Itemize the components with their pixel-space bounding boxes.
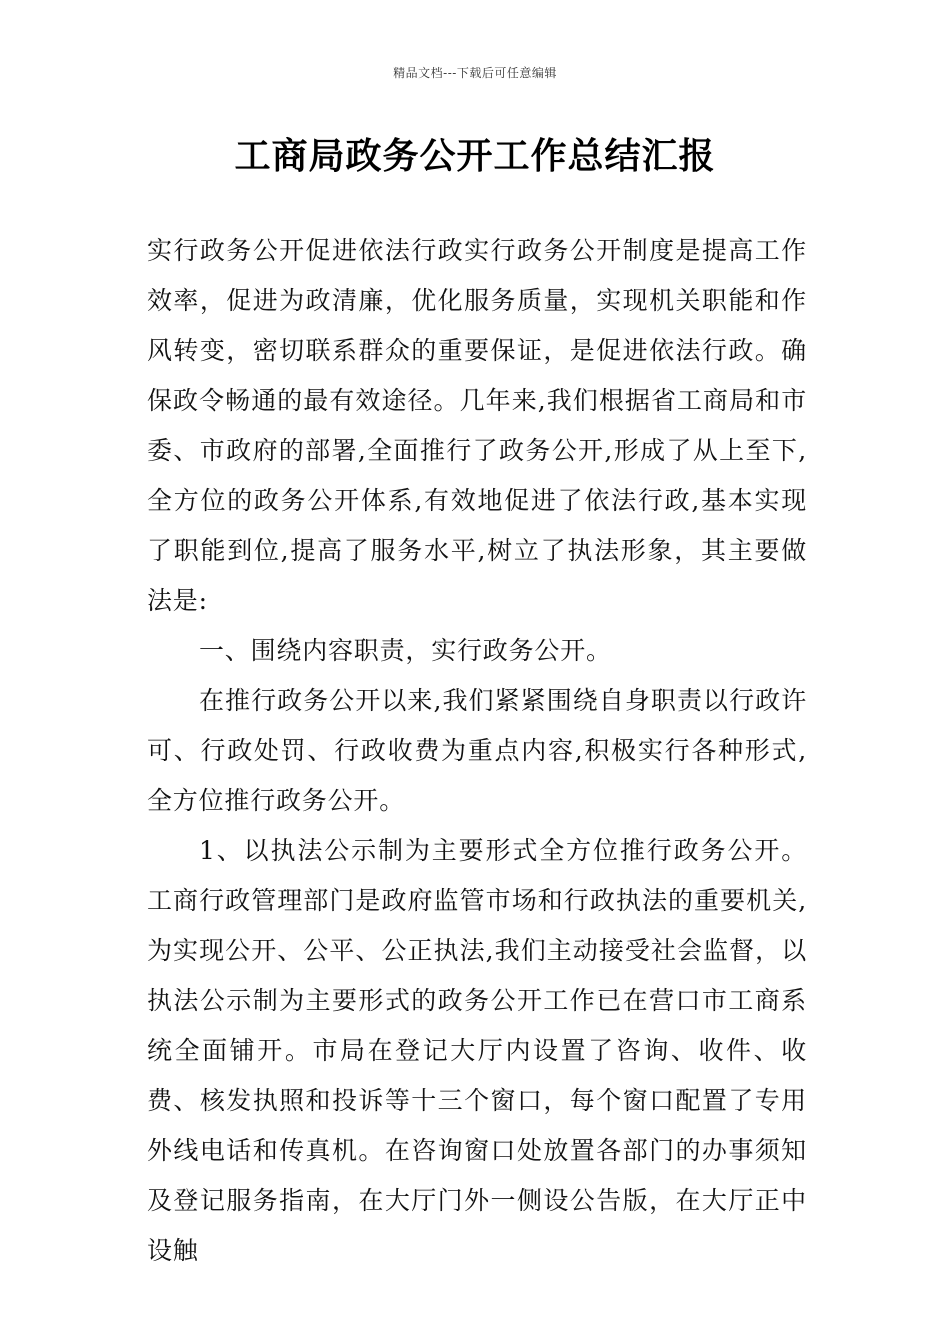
section-heading-1: 一、围绕内容职责，实行政务公开。 <box>199 636 612 665</box>
paragraph-intro: 实行政务公开促进依法行政实行政务公开制度是提高工作效率，促进为政清廉，优化服务质量，实现机关职能和作风转变，密切联系群众的重要保证，是促进依法行政。确保政令畅通的最有效途径。几年来,我们根据省工商局和市委、市政府的部署,全面推行了政务公开,形成了从上至下,全方位的政务公开体系,有效地促进了依法行政,基本实现了职能到位,提高了服务水平,树立了执法形象，其主要做法是: <box>147 236 807 615</box>
paragraph-section-1: 在推行政务公开以来,我们紧紧围绕自身职责以行政许可、行政处罚、行政收费为重点内容,积极实行各种形式,全方位推行政务公开。 <box>147 686 807 815</box>
paragraph-item-1: 1、以执法公示制为主要形式全方位推行政务公开。工商行政管理部门是政府监管市场和行政执法的重要机关,为实现公开、公平、公正执法,我们主动接受社会监督，以执法公示制为主要形式的政务公开工作已在营口市工商系统全面铺开。市局在登记大厅内设置了咨询、收件、收费、核发执照和投诉等十三个窗口，每个窗口配置了专用外线电话和传真机。在咨询窗口处放置各部门的办事须知及登记服务指南，在大厅门外一侧设公告版，在大厅正中设触 <box>147 836 807 1265</box>
document-title: 工商局政务公开工作总结汇报 <box>234 136 716 177</box>
header-note: 精品文档---下载后可任意编辑 <box>393 66 557 80</box>
document-body <box>147 226 807 1276</box>
